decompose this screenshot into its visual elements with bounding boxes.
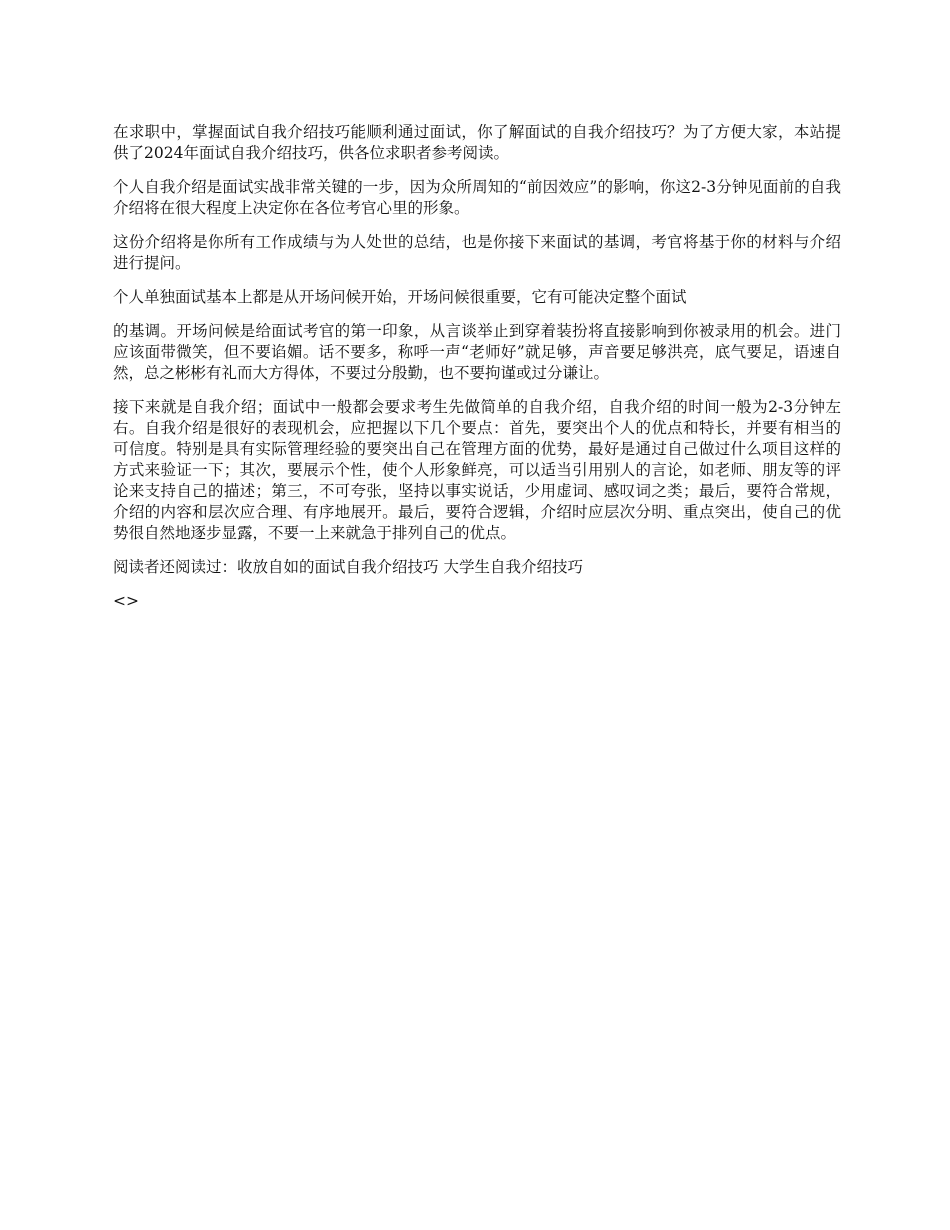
paragraph-first-impression: 个人自我介绍是面试实战非常关键的一步，因为众所周知的“前因效应”的影响，你这2-3分钟见面前的自我介绍将在很大程度上决定你在各位考官心里的形象。 (113, 178, 841, 217)
paragraph-self-introduction: 接下来就是自我介绍；面试中一般都会要求考生先做简单的自我介绍，自我介绍的时间一般为2-3分钟左右。自我介绍是很好的表现机会，应把握以下几个要点：首先，要突出个人的优点和特长，并要有相当的可信度。特别是具有实际管理经验的要突出自己在管理方面的优势，最好是通过自己做过什么项目这样的方式来验证一下；其次，要展示个性，使个人形象鲜亮，可以适当引用别人的言论，如老师、朋友等的评论来支持自己的描述；第三，不可夸张，坚持以事实说话，少用虚词、感叹词之类；最后，要符合常规，介绍的内容和层次应合理、有序地展开。最后，要符合逻辑，介绍时应层次分明、重点突出，使自己的优势很自然地逐步显露，不要一上来就急于排列自己的优点。 (113, 398, 841, 542)
footer-mark: <> (113, 592, 139, 610)
related-link-interview-tips[interactable]: 收放自如的面试自我介绍技巧 (237, 558, 439, 576)
related-reading (113, 557, 841, 578)
related-link-student-tips[interactable]: 大学生自我介绍技巧 (443, 558, 583, 576)
paragraph-intro: 在求职中，掌握面试自我介绍技巧能顺利通过面试，你了解面试的自我介绍技巧？为了方便大家，本站提供了2024年面试自我介绍技巧，供各位求职者参考阅读。 (113, 123, 841, 162)
paragraph-greeting-detail: 的基调。开场问候是给面试考官的第一印象，从言谈举止到穿着装扮将直接影响到你被录用的机会。进门应该面带微笑，但不要谄媚。话不要多，称呼一声“老师好”就足够，声音要足够洪亮，底气要足，语速自然，总之彬彬有礼而大方得体，不要过分殷勤，也不要拘谨或过分谦让。 (113, 322, 841, 382)
paragraph-greeting-start: 个人单独面试基本上都是从开场问候开始，开场问候很重要，它有可能决定整个面试 (113, 288, 687, 306)
paragraph-summary: 这份介绍将是你所有工作成绩与为人处世的总结，也是你接下来面试的基调，考官将基于你的材料与介绍进行提问。 (113, 233, 841, 272)
document-body (113, 122, 841, 612)
related-reading-prefix: 阅读者还阅读过： (113, 558, 238, 576)
